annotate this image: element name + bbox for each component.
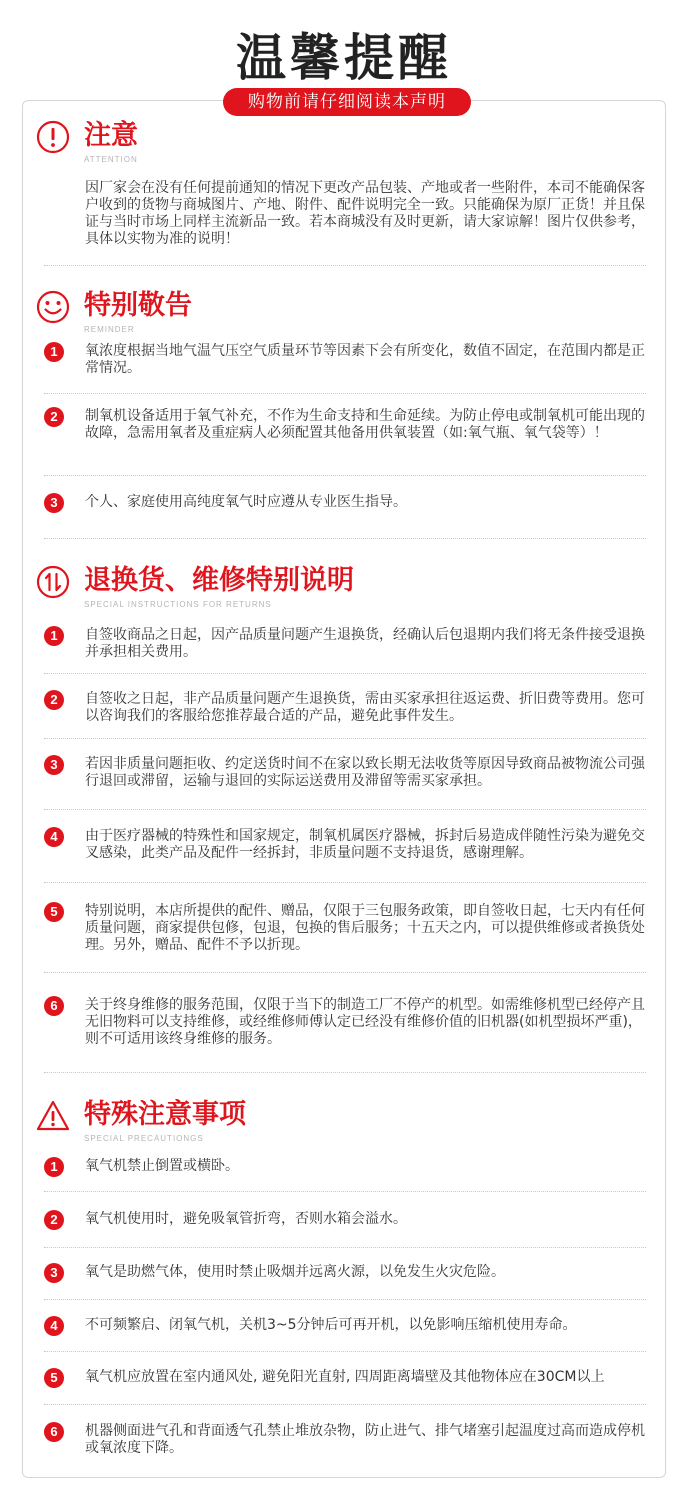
attention-paragraph: 因厂家会在没有任何提前通知的情况下更改产品包装、产地或者一些附件，本司不能确保客户收到的货物与商城图片、产地、附件、配件说明完全一致。只能确保为原厂正货！并且保证与当时市场上同样主流新品一致。若本商城没有及时更新，请大家谅解！图片仅供参考，具体以实物为准的说明！ bbox=[85, 180, 645, 247]
warning-triangle-icon bbox=[36, 1099, 70, 1133]
section-title: 特别敬告 bbox=[84, 290, 192, 321]
list-item-text: 特别说明，本店所提供的配件、赠品，仅限于三包服务政策，即自签收日起，七天内有任何质量问题，商家提供包修，包退，包换的售后服务；十五天之内，可以提供维修或者换货处理。另外，赠品、配件不予以折现。 bbox=[85, 903, 645, 953]
number-badge: 4 bbox=[44, 1316, 64, 1336]
number-badge: 6 bbox=[44, 996, 64, 1016]
divider bbox=[44, 882, 646, 883]
number-badge: 5 bbox=[44, 902, 64, 922]
list-item-text: 机器侧面进气孔和背面透气孔禁止堆放杂物，防止进气、排气堵塞引起温度过高而造成停机或氧浓度下降。 bbox=[85, 1423, 645, 1456]
list-item-text: 氧气机应放置在室内通风处, 避免阳光直射, 四周距离墙壁及其他物体应在30CM以上 bbox=[85, 1369, 605, 1385]
number-badge: 2 bbox=[44, 407, 64, 427]
number-badge: 4 bbox=[44, 827, 64, 847]
divider bbox=[44, 475, 646, 476]
list-item-text: 氧气机禁止倒置或横卧。 bbox=[85, 1158, 239, 1174]
section-title: 特殊注意事项 bbox=[84, 1099, 246, 1130]
divider bbox=[44, 1247, 646, 1248]
list-item-text: 若因非质量问题拒收、约定送货时间不在家以致长期无法收货等原因导致商品被物流公司强行退回或滞留，运输与退回的实际运送费用及滞留等需买家承担。 bbox=[85, 756, 645, 789]
number-badge: 3 bbox=[44, 1263, 64, 1283]
divider bbox=[44, 809, 646, 810]
divider bbox=[44, 1072, 646, 1073]
number-badge: 3 bbox=[44, 755, 64, 775]
divider bbox=[44, 1191, 646, 1192]
number-badge: 3 bbox=[44, 493, 64, 513]
notice-ribbon: 购物前请仔细阅读本声明 bbox=[223, 88, 471, 116]
section-subtitle: REMINDER bbox=[84, 325, 135, 334]
list-item-text: 由于医疗器械的特殊性和国家规定，制氧机属医疗器械，拆封后易造成伴随性污染为避免交叉感染，此类产品及配件一经拆封，非质量问题不支持退货，感谢理解。 bbox=[85, 828, 645, 861]
divider bbox=[44, 265, 646, 266]
divider bbox=[44, 738, 646, 739]
number-badge: 2 bbox=[44, 1210, 64, 1230]
section-subtitle: SPECIAL PRECAUTIONGS bbox=[84, 1134, 204, 1143]
number-badge: 6 bbox=[44, 1422, 64, 1442]
number-badge: 1 bbox=[44, 342, 64, 362]
divider bbox=[44, 972, 646, 973]
list-item-text: 自签收之日起，非产品质量问题产生退换货，需由买家承担往返运费、折旧费等费用。您可以咨询我们的客服给您推荐最合适的产品，避免此事件发生。 bbox=[85, 691, 645, 724]
list-item-text: 制氧机设备适用于氧气补充，不作为生命支持和生命延续。为防止停电或制氧机可能出现的故障，急需用氧者及重症病人必须配置其他备用供氧装置（如:氧气瓶、氧气袋等）！ bbox=[85, 408, 645, 441]
number-badge: 1 bbox=[44, 626, 64, 646]
divider bbox=[44, 393, 646, 394]
divider bbox=[44, 538, 646, 539]
list-item-text: 氧浓度根据当地气温气压空气质量环节等因素下会有所变化，数值不固定，在范围内都是正常情况。 bbox=[85, 343, 645, 376]
list-item-text: 自签收商品之日起，因产品质量问题产生退换货，经确认后包退期内我们将无条件接受退换并承担相关费用。 bbox=[85, 627, 645, 660]
list-item-text: 个人、家庭使用高纯度氧气时应遵从专业医生指导。 bbox=[85, 494, 407, 510]
list-item-text: 氧气是助燃气体，使用时禁止吸烟并远离火源，以免发生火灾危险。 bbox=[85, 1264, 505, 1280]
smiley-icon bbox=[36, 290, 70, 324]
number-badge: 1 bbox=[44, 1157, 64, 1177]
divider bbox=[44, 673, 646, 674]
section-subtitle: SPECIAL INSTRUCTIONS FOR RETURNS bbox=[84, 600, 272, 609]
section-subtitle: ATTENTION bbox=[84, 155, 138, 164]
list-item-text: 不可频繁启、闭氧气机，关机3~5分钟后可再开机，以免影响压缩机使用寿命。 bbox=[85, 1317, 577, 1333]
list-item-text: 关于终身维修的服务范围，仅限于当下的制造工厂不停产的机型。如需维修机型已经停产且无旧物料可以支持维修，或经维修师傅认定已经没有维修价值的旧机器(如机型损坏严重)，则不可适用该终身维修的服务。 bbox=[85, 997, 645, 1047]
section-title: 退换货、维修特别说明 bbox=[84, 565, 354, 596]
divider bbox=[44, 1404, 646, 1405]
number-badge: 5 bbox=[44, 1368, 64, 1388]
number-badge: 2 bbox=[44, 690, 64, 710]
divider bbox=[44, 1299, 646, 1300]
page-title: 温馨提醒 bbox=[236, 29, 452, 87]
exchange-arrows-icon bbox=[36, 565, 70, 599]
exclamation-circle-icon bbox=[36, 120, 70, 154]
section-title: 注意 bbox=[84, 120, 138, 151]
list-item-text: 氧气机使用时，避免吸氧管折弯，否则水箱会溢水。 bbox=[85, 1211, 407, 1227]
divider bbox=[44, 1351, 646, 1352]
